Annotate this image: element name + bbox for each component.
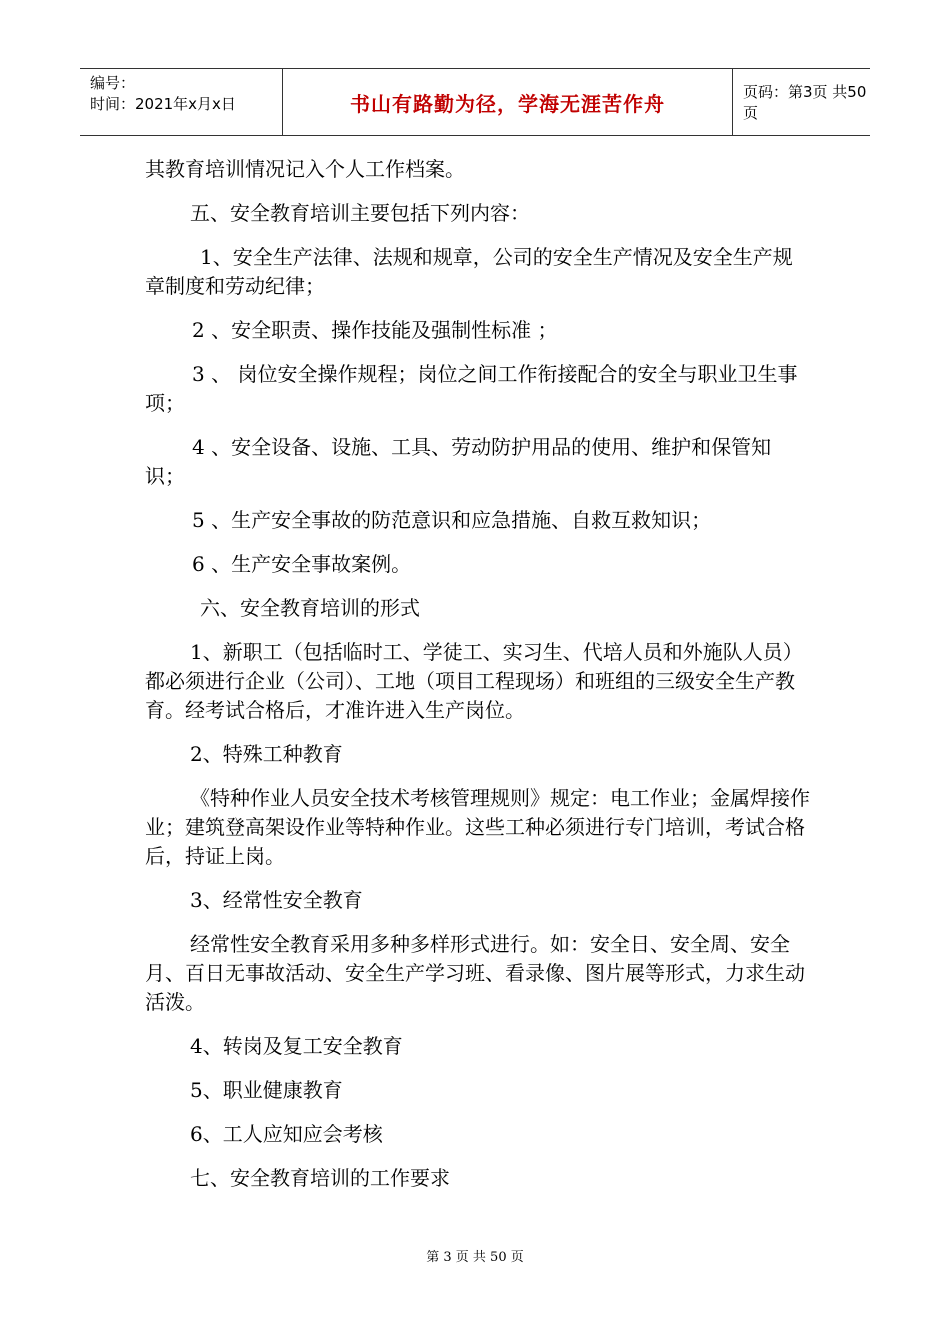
section-heading: 六、安全教育培训的形式 (200, 596, 420, 620)
list-item: 6 、生产安全事故案例。 (192, 552, 412, 576)
page-footer: 第 3 页 共 50 页 (426, 1250, 524, 1265)
subheading: 6、工人应知应会考核 (190, 1122, 383, 1146)
subheading: 2、特殊工种教育 (190, 742, 343, 766)
subheading: 5、职业健康教育 (190, 1078, 343, 1102)
paragraph: 《特种作业人员安全技术考核管理规则》规定：电工作业；金属焊接作业；建筑登高架设作业等特种作业。这些工种必须进行专门培训，考试合格后，持证上岗。 (145, 786, 810, 868)
header-page-cell (733, 69, 870, 135)
list-item: 1、安全生产法律、法规和规章，公司的安全生产情况及安全生产规章制度和劳动纪律； (145, 245, 793, 298)
list-item: 2 、安全职责、操作技能及强制性标准 ； (192, 318, 558, 342)
document-number-label: 编号： (90, 74, 136, 92)
document-body (145, 155, 810, 1193)
subheading: 4、转岗及复工安全教育 (190, 1034, 403, 1058)
paragraph: 1、新职工（包括临时工、学徒工、实习生、代培人员和外施队人员）都必须进行企业（公司）、工地（项目工程现场）和班组的三级安全生产教育。经考试合格后，才准许进入生产岗位。 (145, 640, 803, 722)
header-page-label: 页码：第3页 共50页 (743, 83, 867, 122)
list-item: 5 、生产安全事故的防范意识和应急措施、自救互救知识； (192, 508, 712, 532)
document-time-label: 时间：2021年x月x日 (90, 95, 236, 113)
header-info-cell (80, 69, 283, 135)
list-item: 3 、 岗位安全操作规程；岗位之间工作衔接配合的安全与职业卫生事项； (145, 362, 798, 415)
page-header (80, 68, 870, 136)
subheading: 3、经常性安全教育 (190, 888, 363, 912)
paragraph: 其教育培训情况记入个人工作档案。 (145, 157, 465, 181)
header-motto-cell (283, 69, 733, 135)
list-item: 4 、安全设备、设施、工具、劳动防护用品的使用、维护和保管知识； (145, 435, 772, 488)
section-heading: 五、安全教育培训主要包括下列内容： (190, 201, 530, 225)
section-heading: 七、安全教育培训的工作要求 (190, 1166, 450, 1190)
paragraph: 经常性安全教育采用多种多样形式进行。如：安全日、安全周、安全月、百日无事故活动、安全生产学习班、看录像、图片展等形式，力求生动活泼。 (145, 932, 805, 1014)
header-motto: 书山有路勤为径，学海无涯苦作舟 (350, 91, 665, 116)
